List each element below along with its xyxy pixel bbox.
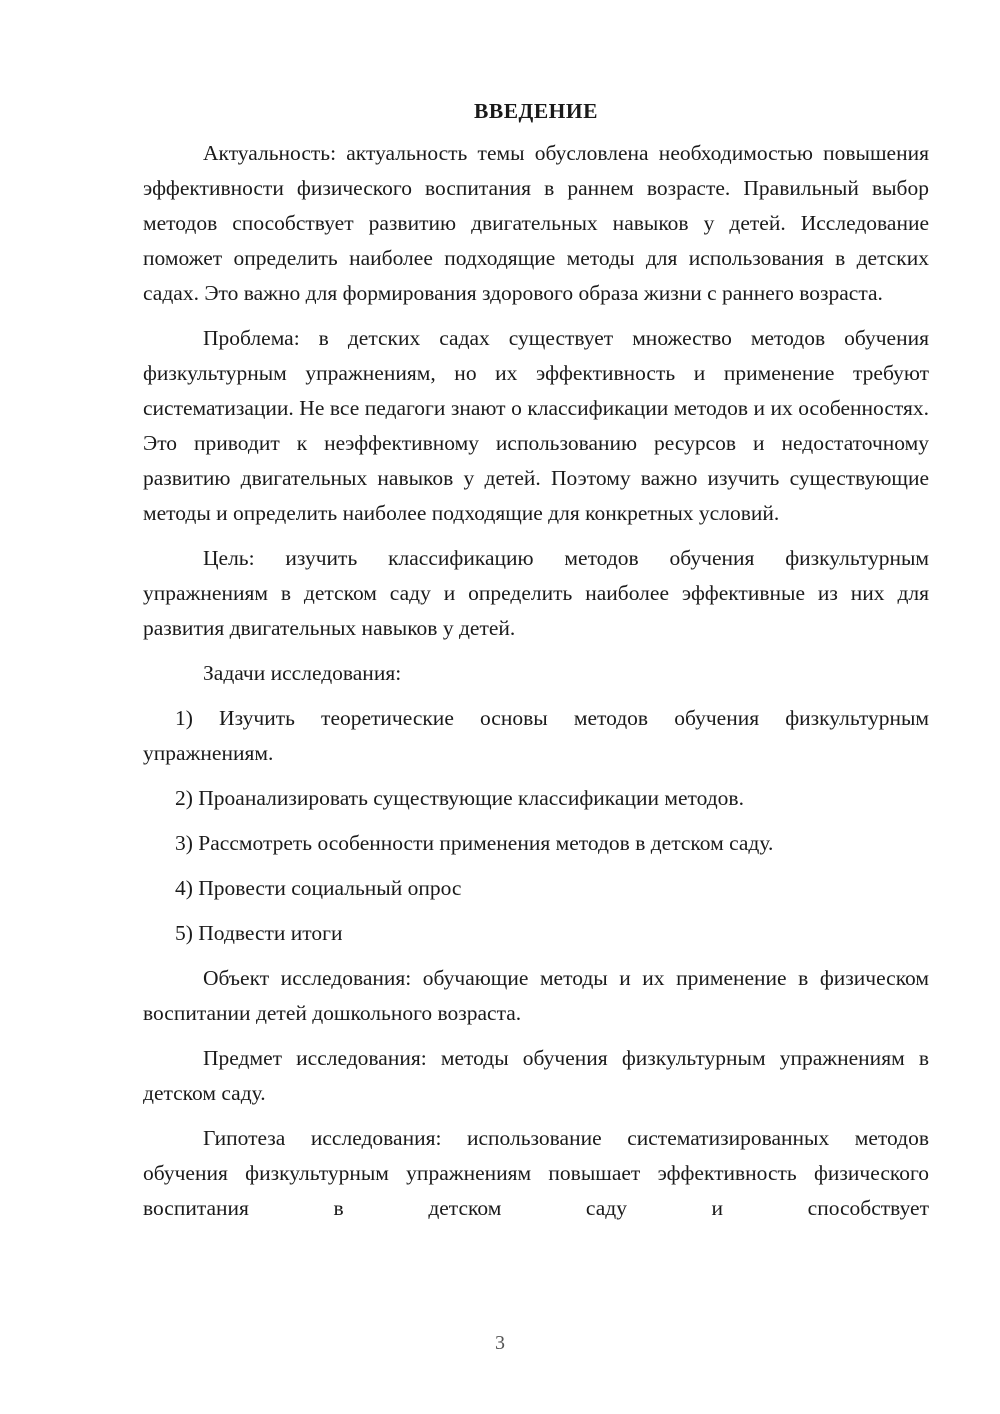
paragraph-goal: Цель: изучить классификацию методов обучения физкультурным упражнениям в детском саду и определить наиболее эффективные из них для развития двигательных навыков у детей.	[143, 546, 929, 640]
paragraph-hypothesis: Гипотеза исследования: использование систематизированных методов обучения физкультурным упражнениям повышает эффективность физического воспитания в детском саду и способствует	[143, 1126, 929, 1220]
tasks-heading: Задачи исследования:	[203, 661, 402, 685]
paragraph-subject: Предмет исследования: методы обучения физкультурным упражнениям в детском саду.	[143, 1046, 929, 1105]
section-title: ВВЕДЕНИЕ	[474, 99, 598, 123]
task-item-1: 1) Изучить теоретические основы методов обучения физкультурным упражнениям.	[143, 706, 929, 765]
task-item-5: 5) Подвести итоги	[175, 921, 343, 945]
page-number: 3	[495, 1332, 505, 1354]
paragraph-relevance: Актуальность: актуальность темы обусловлена необходимостью повышения эффективности физического воспитания в раннем возрасте. Правильный выбор методов способствует развитию двигательных навыков у детей. Исследование поможет определить наиболее подходящие методы для использования в детских садах. Это важно для формирования здорового образа жизни с раннего возраста.	[143, 141, 929, 305]
paragraph-object: Объект исследования: обучающие методы и их применение в физическом воспитании детей дошкольного возраста.	[143, 966, 929, 1025]
task-item-4: 4) Провести социальный опрос	[175, 876, 462, 900]
task-item-2: 2) Проанализировать существующие классификации методов.	[175, 786, 744, 810]
page-content	[143, 96, 929, 1236]
paragraph-problem: Проблема: в детских садах существует множество методов обучения физкультурным упражнениям, но их эффективность и применение требуют систематизации. Не все педагоги знают о классификации методов и их особенностях. Это приводит к неэффективному использованию ресурсов и недостаточному развитию двигательных навыков у детей. Поэтому важно изучить существующие методы и определить наиболее подходящие для конкретных условий.	[143, 326, 929, 525]
task-item-3: 3) Рассмотреть особенности применения методов в детском саду.	[175, 831, 774, 855]
